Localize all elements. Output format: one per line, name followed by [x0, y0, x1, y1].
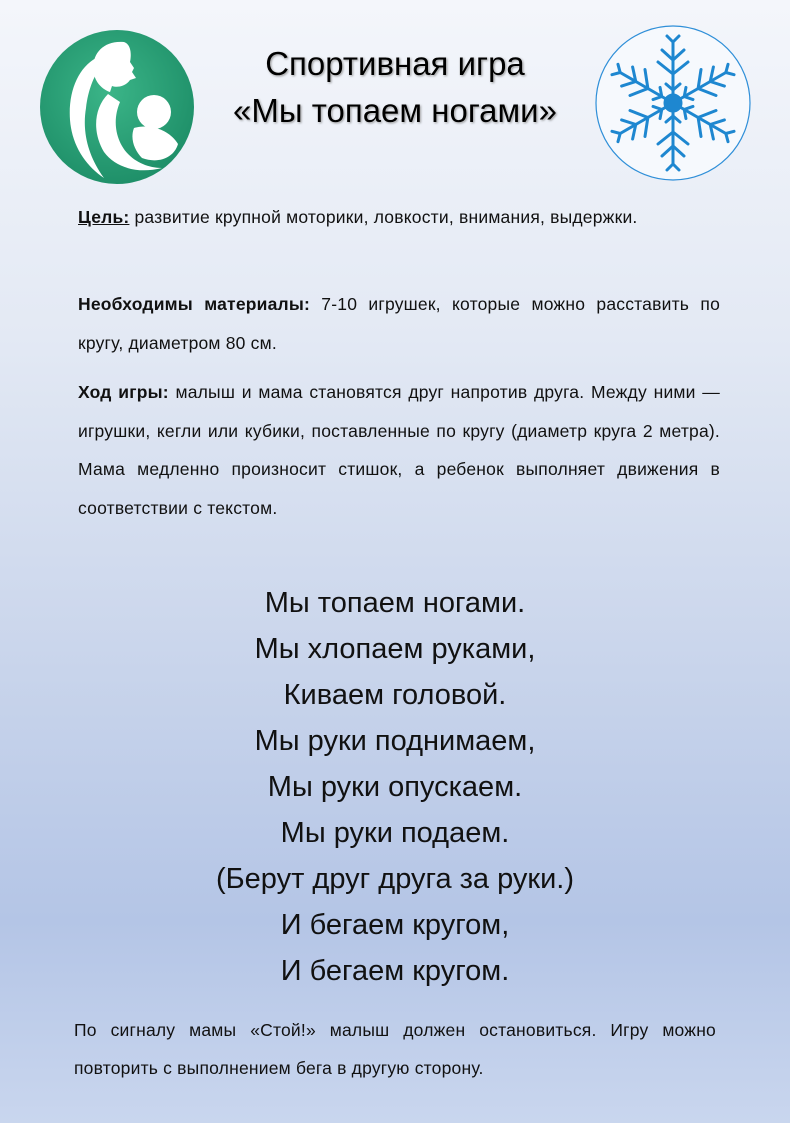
signal-paragraph	[74, 1011, 716, 1087]
poem-line: Мы руки опускаем.	[267, 771, 523, 803]
snowflake-icon	[594, 24, 752, 182]
process-paragraph	[78, 373, 720, 527]
page-title	[196, 40, 594, 134]
title-line-2: «Мы топаем ногами»	[233, 92, 557, 129]
poem-line: (Берут друг друга за руки.)	[215, 863, 575, 895]
poem-line: Мы хлопаем руками,	[254, 633, 536, 665]
goal-label: Цель:	[78, 207, 130, 227]
poem-line: Мы руки поднимаем,	[254, 725, 536, 757]
poem	[95, 580, 695, 994]
mother-and-child-logo-icon	[38, 28, 196, 186]
goal-text: развитие крупной моторики, ловкости, внимания, выдержки.	[129, 207, 638, 227]
poem-line: Мы топаем ногами.	[264, 587, 526, 619]
poem-line: И бегаем кругом.	[280, 955, 510, 987]
title-line-1: Спортивная игра	[265, 45, 525, 82]
process-text: малыш и мама становятся друг напротив друга. Между ними — игрушки, кегли или кубики, поставленные по кругу (диаметр круга 2 метра). Мама медленно произносит стишок, а ребенок выполняет движения в соответствии с текстом.	[78, 382, 720, 518]
goal-paragraph	[78, 198, 720, 237]
materials-text: 7-10 игрушек, которые можно расставить по кругу, диаметром 80 см.	[78, 294, 720, 353]
signal-text: По сигналу мамы «Стой!» малыш должен остановиться. Игру можно повторить с выполнением бега в другую сторону.	[74, 1020, 716, 1078]
process-label: Ход игры:	[78, 382, 169, 402]
poem-line: Мы руки подаем.	[280, 817, 510, 849]
poem-line: Киваем головой.	[283, 679, 507, 711]
poem-line: И бегаем кругом,	[280, 909, 510, 941]
materials-label: Необходимы материалы:	[78, 294, 311, 314]
materials-paragraph	[78, 285, 720, 362]
